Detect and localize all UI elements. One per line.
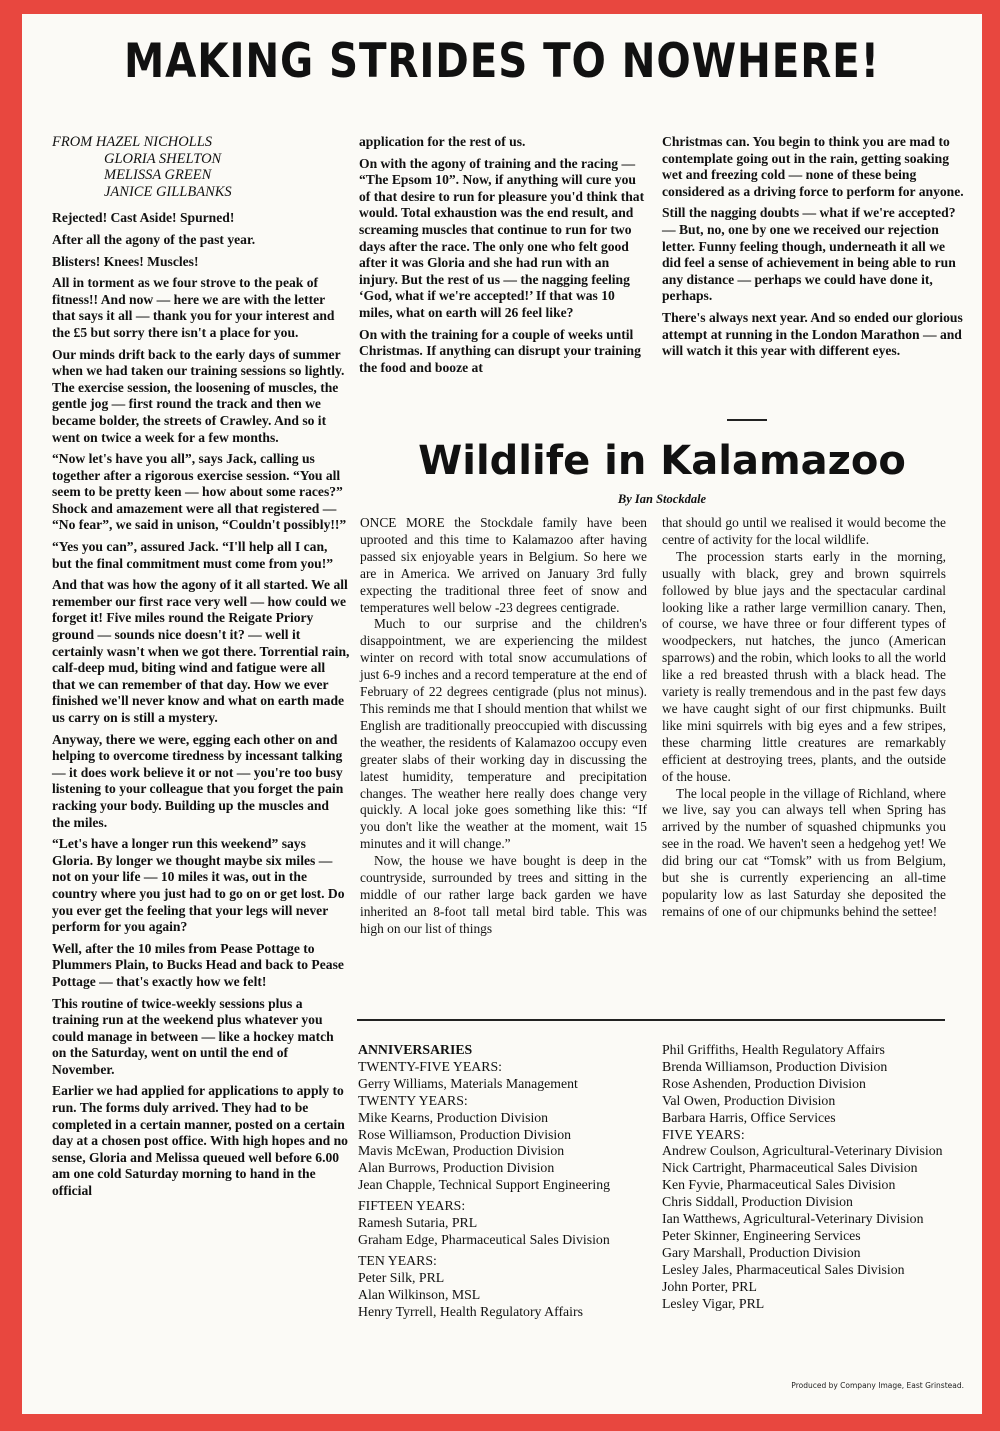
paragraph: Our minds drift back to the early days of summer when we had taken our training sessions so lightly. The exercise session, the loosening of muscles, the gentle jog — first round the track and then we became bolder, the streets of Crawley. And so it went on twice a week for a few months. bbox=[52, 346, 345, 445]
list-item: Henry Tyrrell, Health Regulatory Affairs bbox=[358, 1303, 583, 1319]
anniversary-group bbox=[358, 1059, 646, 1093]
printer-credit: Produced by Company Image, East Grinstead. bbox=[791, 1381, 964, 1390]
list-item: Ramesh Sutaria, PRL bbox=[358, 1215, 478, 1231]
anniversaries-title: ANNIVERSARIES bbox=[358, 1042, 473, 1057]
list-item: Rose Ashenden, Production Division bbox=[662, 1075, 866, 1091]
list-item: Val Owen, Production Division bbox=[662, 1092, 836, 1108]
list-item: Graham Edge, Pharmaceutical Sales Division bbox=[358, 1231, 610, 1247]
group-heading: FIVE YEARS: bbox=[662, 1126, 745, 1142]
article2-byline: By Ian Stockdale bbox=[617, 492, 707, 506]
author-line: MELISSA GREEN bbox=[104, 167, 212, 184]
list-item: Gary Marshall, Production Division bbox=[662, 1244, 861, 1260]
list-item: Peter Silk, PRL bbox=[358, 1269, 445, 1285]
paragraph: The procession starts early in the morning, usually with black, grey and brown squirrels followed by blue jays and the spectacular cardinal looking like a rather large vermillion canary. Then, of course, we have three or four different types of woodpeckers, nut hatches, the junco (American sparrows) and the robin, which looks to all the world like a red breasted thrush with a black head. The variety is really tremendous and in the past few days we have caught sight of our first chipmunks. Built like mini squirrels with big eyes and a few stripes, these charming little creatures are remarkably efficient at destroying trees, plants, and the outside of the house. bbox=[662, 548, 946, 784]
group-heading: FIFTEEN YEARS: bbox=[358, 1198, 466, 1214]
paragraph: Much to our surprise and the children's disappointment, we are experiencing the mildest winter on record with total snow accumulations of just 6-9 inches and a record temperature at the end of February of 22 degrees centigrade (plus not minus). This reminds me that I should mention that whilst we English are traditionally preoccupied with discussing the weather, the residents of Kalamazoo occupy even greater slabs of their working day in discussing the latest humidity, temperature and precipitation changes. The weather here really does change very quickly. A local joke goes something like this: “If you don't like the weather at the moment, wait 15 minutes and it will change.” bbox=[360, 616, 647, 852]
list-item: Ian Watthews, Agricultural-Veterinary Division bbox=[662, 1211, 924, 1227]
list-item: Mavis McEwan, Production Division bbox=[358, 1143, 565, 1159]
author-line: GLORIA SHELTON bbox=[104, 150, 222, 167]
list-item: Phil Griffiths, Health Regulatory Affairs bbox=[662, 1042, 885, 1057]
list-item: Barbara Harris, Office Services bbox=[662, 1109, 836, 1125]
section-divider bbox=[357, 1019, 945, 1021]
list-item: Nick Cartright, Pharmaceutical Sales Division bbox=[662, 1160, 918, 1176]
group-heading: TEN YEARS: bbox=[358, 1252, 437, 1268]
paragraph: This routine of twice-weekly sessions plus a training run at the weekend plus whatever you could manage in between — like a hockey match on the Saturday, went on until the end of November. bbox=[52, 995, 334, 1077]
paragraph: On with the training for a couple of weeks until Christmas. If anything can disrupt your training the food and booze at bbox=[359, 326, 641, 375]
paragraph: All in torment as we four strove to the peak of fitness!! And now — here we are with the letter that says it all — thank you for your interest and the £5 but sorry there isn't a place for you. bbox=[52, 275, 335, 340]
headline: MAKING STRIDES TO NOWHERE! bbox=[124, 34, 880, 89]
paragraph: that should go until we realised it would become the centre of activity for the local wildlife. bbox=[662, 515, 946, 547]
paragraph: Now, the house we have bought is deep in the countryside, surrounded by trees and sitting in the middle of our rather large back garden we have inherited an 8-foot tall metal bird table. This was high on our list of things bbox=[360, 853, 647, 936]
article1-column-1 bbox=[52, 134, 350, 1205]
anniversary-group bbox=[358, 1253, 646, 1321]
paragraph: Anyway, there we were, egging each other on and helping to overcome tiredness by incessant talking — it does work believe it or not — you're too busy listening to your colleague that you forget the pain racking your body. Building up the muscles and the miles. bbox=[52, 731, 344, 830]
paragraph: “Yes you can”, assured Jack. “I'll help all I can, but the final commitment must come from you!” bbox=[52, 539, 334, 571]
list-item: John Porter, PRL bbox=[662, 1278, 757, 1294]
list-item: Gerry Williams, Materials Management bbox=[358, 1075, 578, 1091]
paragraph: After all the agony of the past year. bbox=[52, 231, 256, 247]
paragraph: “Let's have a longer run this weekend” says Gloria. By longer we thought maybe six miles — not on your life — 10 miles it was, out in the country where you just had to go on or get lost. Do you ever get the feeling that your legs will never perform for you again? bbox=[52, 836, 345, 935]
paragraph: Christmas can. You begin to think you are mad to contemplate going out in the rain, getting soaking wet and freezing cold — none of these being considered as a driving force to perform for anyone. bbox=[662, 134, 964, 199]
paragraph: “Now let's have you all”, says Jack, calling us together after a rigorous exercise session. “You all seem to be pretty keen — how about some races?” Shock and amazement were all that registered — “No fear”, we said in unison, “Couldn't possibly!!” bbox=[52, 451, 347, 533]
paragraph: Rejected! Cast Aside! Spurned! bbox=[52, 210, 235, 226]
list-item: Ken Fyvie, Pharmaceutical Sales Division bbox=[662, 1177, 896, 1193]
article1-column-2 bbox=[359, 134, 649, 381]
author-line: FROM HAZEL NICHOLLS bbox=[52, 134, 213, 150]
paragraph: On with the agony of training and the racing — “The Epsom 10”. Now, if anything will cure you of that desire to run for pleasure you'd think that would. Total exhaustion was the end result, and screaming muscles that continue to run for two days after the race. The only one who felt good after it was Gloria and she had run with an injury. But the rest of us — the nagging feeling ‘God, what if we're accepted!’ If that was 10 miles, what on earth will 26 feel like? bbox=[359, 155, 645, 320]
article1-column-3 bbox=[662, 134, 964, 365]
group-heading: TWENTY YEARS: bbox=[358, 1092, 468, 1108]
list-item: Chris Siddall, Production Division bbox=[662, 1194, 853, 1210]
article2-column-1 bbox=[360, 515, 647, 938]
list-item: Alan Burrows, Production Division bbox=[358, 1160, 555, 1176]
paragraph: Earlier we had applied for applications to apply to run. The forms duly arrived. They had to be completed in a certain manner, posted on a certain day at a chosen post office. With high hopes and no sense, Gloria and Melissa queued well before 6.00 am one cold Saturday morning to hand in the official bbox=[52, 1083, 348, 1199]
anniversary-group bbox=[662, 1127, 952, 1313]
paragraph: ONCE MORE the Stockdale family have been uprooted and this time to Kalamazoo after having passed six enjoyable years in Belgium. So here we are in America. We arrived on January 3rd fully expecting the traditional three feet of snow and temperatures well below -23 degrees centigrade. bbox=[360, 515, 647, 615]
list-item: Lesley Jales, Pharmaceutical Sales Division bbox=[662, 1261, 905, 1277]
anniversary-group bbox=[358, 1198, 646, 1249]
paragraph: Well, after the 10 miles from Pease Pottage to Plummers Plain, to Bucks Head and back to Pease Pottage — that's exactly how we felt! bbox=[52, 940, 344, 989]
newsletter-page bbox=[22, 14, 982, 1414]
article2-column-2 bbox=[662, 515, 946, 921]
list-item: Rose Williamson, Production Division bbox=[358, 1126, 572, 1142]
paragraph: application for the rest of us. bbox=[359, 134, 526, 149]
list-item: Alan Wilkinson, MSL bbox=[358, 1286, 481, 1302]
anniversary-group bbox=[662, 1042, 952, 1127]
article2-title: Wildlife in Kalamazoo bbox=[418, 438, 906, 484]
paragraph: The local people in the village of Richland, where we live, say you can always tell when Spring has arrived by the number of squashed chipmunks you see in the road. We haven't seen a hedgehog yet! We did bring our cat “Tomsk” with us from Belgium, but she is currently experiencing an all-time popularity low as last Saturday she deposited the remains of one of our chipmunks behind the settee! bbox=[662, 785, 946, 919]
list-item: Jean Chapple, Technical Support Engineering bbox=[358, 1177, 611, 1193]
paragraph: And that was how the agony of it all started. We all remember our first race very well — how could we forget it! Five miles round the Reigate Priory ground — sounds nice doesn't it? — well it certainly wasn't when we got there. Torrential rain, calf-deep mud, biting wind and fatigue were all that we can remember of that day. How we ever finished we'll never know and what on earth made us carry on is still a mystery. bbox=[52, 577, 350, 725]
author-line: JANICE GILLBANKS bbox=[104, 183, 232, 200]
group-heading: TWENTY-FIVE YEARS: bbox=[358, 1058, 502, 1074]
list-item: Mike Kearns, Production Division bbox=[358, 1109, 549, 1125]
anniversaries-column-1 bbox=[358, 1042, 646, 1321]
list-item: Peter Skinner, Engineering Services bbox=[662, 1227, 861, 1243]
paragraph: Blisters! Knees! Muscles! bbox=[52, 253, 199, 269]
anniversary-group bbox=[358, 1093, 646, 1194]
paragraph: There's always next year. And so ended our glorious attempt at running in the London Marathon — and will watch it this year with different eyes. bbox=[662, 309, 963, 359]
author-list bbox=[52, 134, 350, 200]
article-end-rule bbox=[727, 419, 767, 421]
paragraph: Still the nagging doubts — what if we're accepted? — But, no, one by one we received our rejection letter. Funny feeling though, underneath it all we did feel a sense of achievement in being able to run any distance — perhaps we could have done it, perhaps. bbox=[662, 205, 956, 304]
list-item: Lesley Vigar, PRL bbox=[662, 1295, 765, 1311]
list-item: Andrew Coulson, Agricultural-Veterinary Division bbox=[662, 1143, 943, 1159]
anniversaries-column-2 bbox=[662, 1042, 952, 1313]
list-item: Brenda Williamson, Production Division bbox=[662, 1058, 888, 1074]
